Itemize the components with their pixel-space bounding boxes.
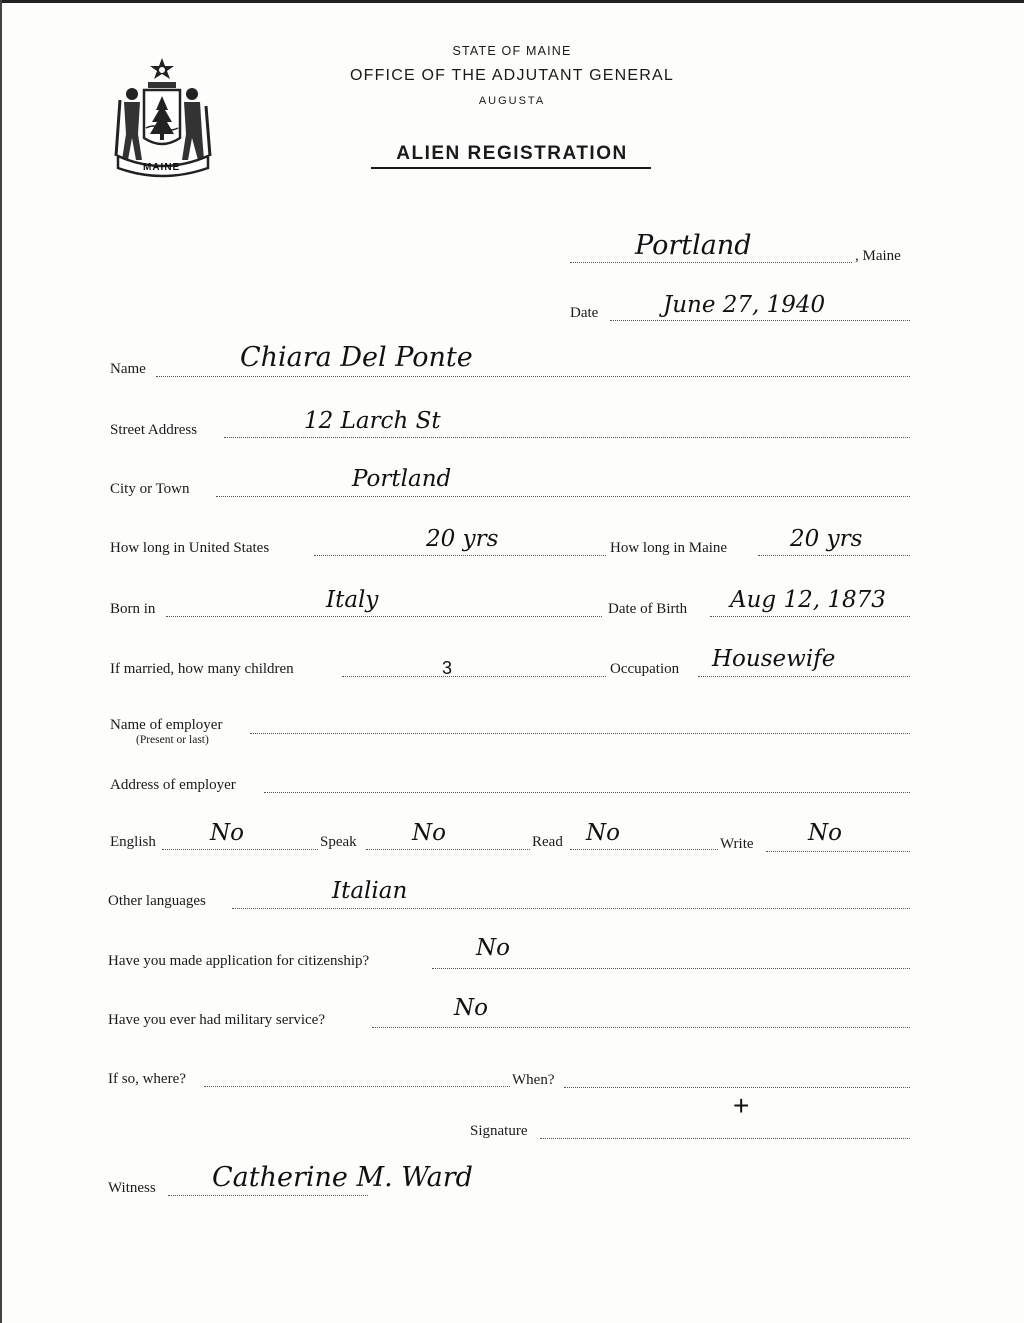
- date-label: Date: [570, 305, 599, 321]
- born-in-value[interactable]: Italy: [326, 587, 379, 613]
- other-languages-value[interactable]: Italian: [332, 878, 408, 904]
- signature-label: Signature: [470, 1123, 528, 1139]
- employer-name-label: Name of employer: [110, 717, 223, 733]
- other-languages-label: Other languages: [108, 893, 206, 909]
- signature-value[interactable]: +: [733, 1090, 750, 1121]
- born-in-label: Born in: [110, 601, 156, 617]
- employer-address-label: Address of employer: [110, 777, 236, 793]
- write-line: [766, 851, 910, 852]
- name-line: [156, 376, 910, 377]
- english-value[interactable]: No: [210, 820, 244, 846]
- read-line: [570, 849, 718, 850]
- how-long-maine-value[interactable]: 20 yrs: [790, 526, 863, 552]
- english-line: [162, 849, 318, 850]
- page-border-left: [0, 0, 2, 1323]
- children-value[interactable]: 3: [442, 658, 453, 678]
- signature-line: [540, 1138, 910, 1139]
- how-long-us-line: [314, 555, 606, 556]
- date-of-birth-line: [710, 616, 910, 617]
- header-office: OFFICE OF THE ADJUTANT GENERAL: [349, 67, 675, 84]
- if-so-where-label: If so, where?: [108, 1071, 186, 1087]
- citizenship-line: [432, 968, 910, 969]
- how-long-maine-label: How long in Maine: [610, 540, 728, 556]
- where-line: [204, 1086, 510, 1087]
- english-label: English: [110, 834, 156, 850]
- city-or-town-label: City or Town: [110, 481, 190, 497]
- street-address-line: [224, 437, 910, 438]
- date-of-birth-label: Date of Birth: [608, 601, 688, 617]
- read-value[interactable]: No: [586, 820, 620, 846]
- witness-label: Witness: [108, 1180, 156, 1196]
- street-address-value[interactable]: 12 Larch St: [304, 408, 441, 434]
- when-label: When?: [512, 1072, 555, 1088]
- name-label: Name: [110, 361, 146, 377]
- witness-line: [168, 1195, 368, 1196]
- street-address-label: Street Address: [110, 422, 198, 438]
- when-line: [564, 1087, 910, 1088]
- read-label: Read: [532, 834, 563, 850]
- name-value[interactable]: Chiara Del Ponte: [240, 342, 473, 373]
- place-line: [570, 262, 852, 263]
- occupation-line: [698, 676, 910, 677]
- city-or-town-line: [216, 496, 910, 497]
- occupation-value[interactable]: Housewife: [712, 646, 836, 672]
- witness-value[interactable]: Catherine M. Ward: [212, 1162, 473, 1193]
- how-long-maine-line: [758, 555, 910, 556]
- employer-address-line: [264, 792, 910, 793]
- date-of-birth-value[interactable]: Aug 12, 1873: [730, 587, 886, 613]
- employer-name-note: (Present or last): [136, 734, 209, 746]
- how-long-us-value[interactable]: 20 yrs: [426, 526, 499, 552]
- employer-name-line: [250, 733, 910, 734]
- write-value[interactable]: No: [808, 820, 842, 846]
- page-border-top: [0, 0, 1024, 3]
- other-languages-line: [232, 908, 910, 909]
- citizenship-value[interactable]: No: [476, 935, 510, 961]
- born-in-line: [166, 616, 602, 617]
- occupation-label: Occupation: [610, 661, 680, 677]
- children-label: If married, how many children: [110, 661, 294, 677]
- how-long-us-label: How long in United States: [110, 540, 270, 556]
- speak-line: [366, 849, 530, 850]
- date-value[interactable]: June 27, 1940: [663, 292, 826, 318]
- maine-suffix-label: , Maine: [855, 248, 901, 264]
- date-line: [610, 320, 910, 321]
- speak-label: Speak: [320, 834, 357, 850]
- city-or-town-value[interactable]: Portland: [352, 466, 452, 492]
- speak-value[interactable]: No: [412, 820, 446, 846]
- title-underline: [371, 167, 651, 169]
- military-value[interactable]: No: [454, 995, 488, 1021]
- place-value[interactable]: Portland: [635, 230, 752, 261]
- children-line: [342, 676, 606, 677]
- header-city: AUGUSTA: [478, 95, 546, 107]
- seal-motto: MAINE: [143, 162, 181, 173]
- write-label: Write: [720, 836, 754, 852]
- citizenship-label: Have you made application for citizenship?: [108, 953, 370, 969]
- form-title: ALIEN REGISTRATION: [396, 143, 628, 164]
- header-state: STATE OF MAINE: [452, 44, 572, 58]
- military-line: [372, 1027, 910, 1028]
- military-label: Have you ever had military service?: [108, 1012, 325, 1028]
